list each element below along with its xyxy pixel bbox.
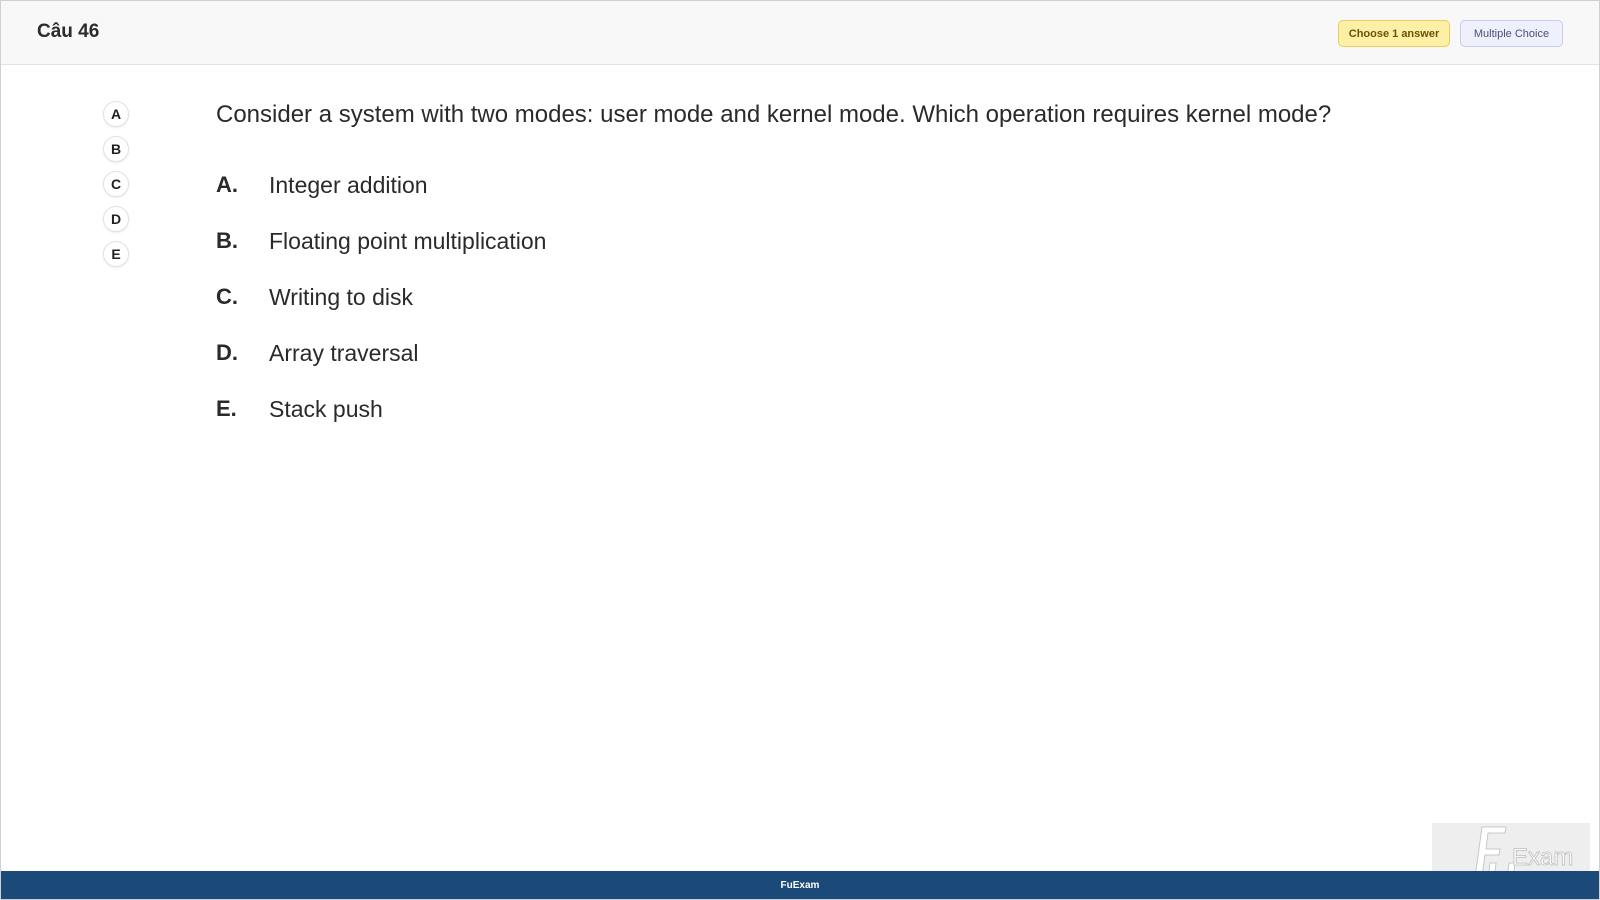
choose-answer-badge: Choose 1 answer — [1338, 20, 1450, 47]
option-letter: D. — [216, 340, 238, 365]
nav-button-b[interactable]: B — [103, 136, 129, 162]
option-a[interactable] — [216, 157, 546, 213]
nav-button-e[interactable]: E — [103, 241, 129, 267]
footer-brand: FuExam — [780, 880, 820, 891]
question-type-badge: Multiple Choice — [1460, 20, 1563, 47]
question-header — [1, 1, 1599, 65]
question-number: Câu 46 — [37, 21, 100, 42]
nav-button-c[interactable]: C — [103, 171, 129, 197]
option-text: Array traversal — [269, 339, 419, 366]
option-letter: E. — [216, 396, 237, 421]
option-text: Stack push — [269, 395, 383, 422]
option-text: Integer addition — [269, 171, 428, 198]
option-letter: C. — [216, 284, 238, 309]
option-text: Writing to disk — [269, 283, 414, 310]
option-text: Floating point multiplication — [269, 227, 547, 254]
option-c[interactable] — [216, 269, 546, 325]
svg-text:Exam: Exam — [1512, 844, 1574, 871]
answer-options — [216, 157, 546, 437]
nav-button-a[interactable]: A — [103, 101, 129, 127]
option-b[interactable] — [216, 213, 546, 269]
option-e[interactable] — [216, 381, 546, 437]
option-letter: B. — [216, 228, 238, 253]
question-text: Consider a system with two modes: user mode and kernel mode. Which operation requires kernel mode? — [216, 101, 1332, 128]
answer-nav — [103, 101, 129, 276]
nav-button-d[interactable]: D — [103, 206, 129, 232]
footer-bar — [1, 871, 1599, 899]
option-letter: A. — [216, 172, 238, 197]
option-d[interactable] — [216, 325, 546, 381]
